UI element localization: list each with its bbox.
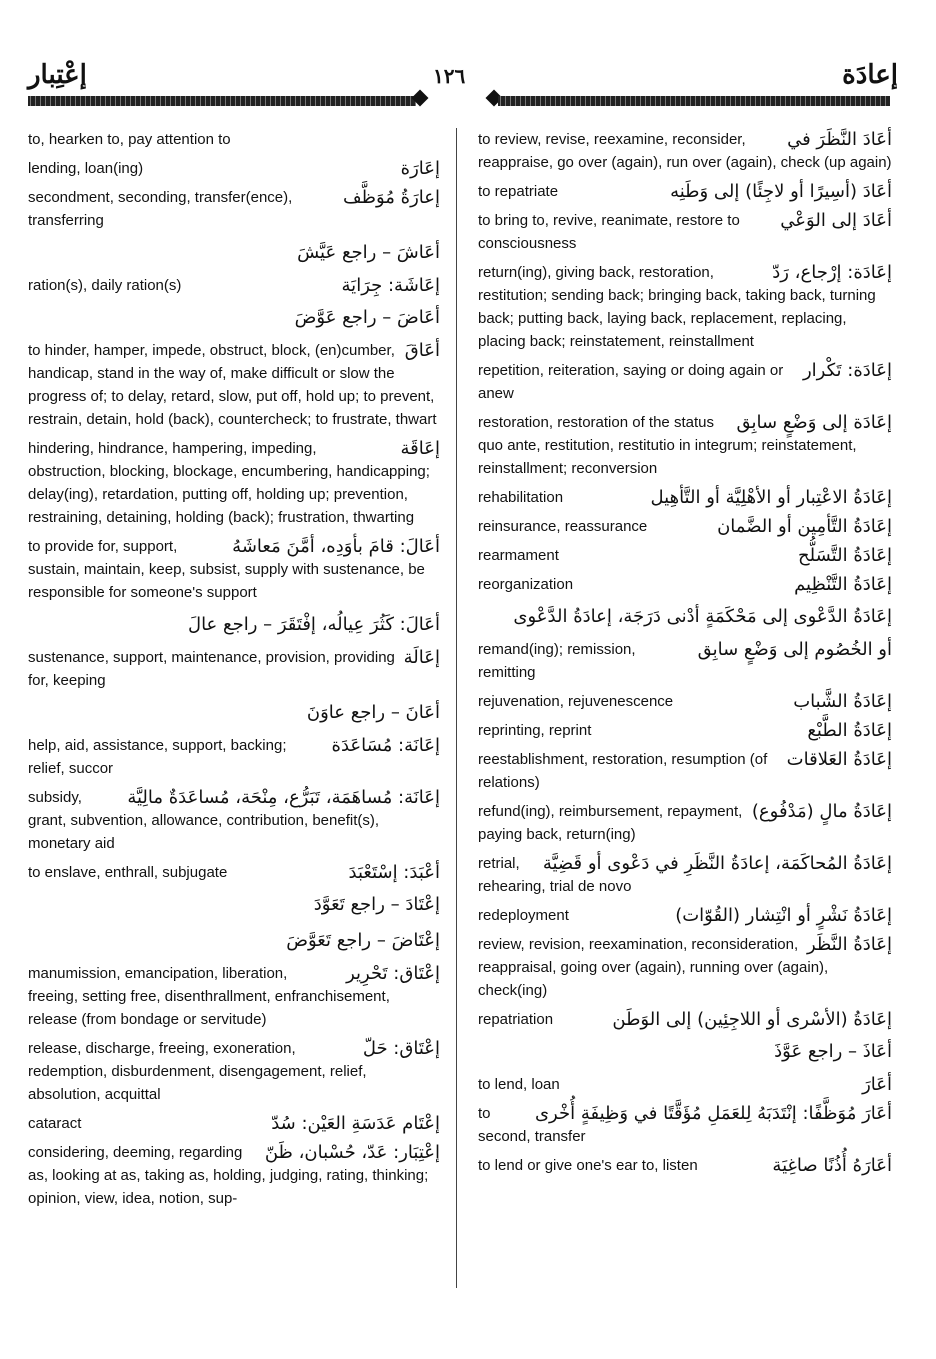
arabic-headword: إعَادَةُ المُحاكَمَة، إعادَةُ النَّظَرِ في دَعْوى أو قَضِيَّة <box>542 853 892 874</box>
arabic-headword: أعَادَ (أسِيرًا أو لاجِئًا) إلى وَطَنِه <box>670 181 892 202</box>
dictionary-entry <box>28 437 440 529</box>
english-definition: to lend, loan <box>478 1076 560 1093</box>
dictionary-entry <box>28 1037 440 1106</box>
dictionary-entry <box>28 1141 440 1210</box>
english-definition: lending, loan(ing) <box>28 160 144 177</box>
arabic-headword: إعَادَةُ الدَّعْوى إلى مَحْكَمَةٍ أدْنى دَرَجَة، إعادَةُ الدَّعْوى <box>513 606 892 627</box>
dictionary-entry <box>28 1112 440 1135</box>
english-definition: review, revision, reexamination, reconsideration, reappraisal, going over (again), running over (again), check(ing) <box>478 936 829 999</box>
arabic-headword: أعَالَ: كَثُرَ عِيالُه، إفْتَقَرَ – راجع عالَ <box>187 614 440 635</box>
english-definition: rearmament <box>478 547 559 564</box>
arabic-headword: إعَاقَة <box>400 438 440 459</box>
arabic-headword: إعَارَة <box>400 158 440 179</box>
dictionary-entry <box>478 128 892 174</box>
arabic-headword: إعَادَةُ الاعْتِبار أو الأهْلِيَّة أو التَّأهِيل <box>650 487 892 508</box>
english-definition: to hinder, hamper, impede, obstruct, block, (en)cumber, handicap, stand in the way of, make difficult or slow the progress of; to delay, retard, slow, put off, hold up; to prevent, restrain, detain, hold (back), countercheck; to frustrate, thwart <box>28 342 437 428</box>
dictionary-entry <box>478 1102 892 1148</box>
dictionary-entry <box>478 261 892 353</box>
arabic-headword: أعَالَ: قامَ بأوَدِه، أمَّنَ مَعاشَهُ <box>232 536 440 557</box>
arabic-headword: إعْتِبَار: عَدّ، حُسْبان، ظَنّ <box>264 1142 440 1163</box>
right-running-headword: إعادَة <box>842 60 898 90</box>
english-definition: to provide for, support, sustain, maintain, keep, subsist, supply with sustenance, be responsible for someone's support <box>28 538 425 601</box>
dictionary-entry <box>478 690 892 713</box>
arabic-headword: إعَادَةُ مالٍ (مَدْفُوع) <box>751 801 892 822</box>
english-definition: refund(ing), reimbursement, repayment, paying back, return(ing) <box>478 803 743 843</box>
arabic-headword: إعَادَةُ نَشْرٍ أو انْتِشار (القُوّات) <box>675 905 892 926</box>
dictionary-entry <box>478 359 892 405</box>
english-definition: reorganization <box>478 576 574 593</box>
dictionary-entry <box>478 1037 892 1067</box>
arabic-headword: أعَارَهُ أُذُنًا صاغِيَة <box>772 1155 892 1176</box>
english-definition: reinsurance, reassurance <box>478 518 648 535</box>
dictionary-entry <box>478 748 892 794</box>
english-definition: hindering, hindrance, hampering, impeding, obstruction, blocking, blockage, encumbering, handicapping; delay(ing), retardation, putting off, holding up; prevention, restraining, detaining, holding (back); frustration, thwarting <box>28 440 430 526</box>
arabic-headword: إعارَةُ مُوَظَّف <box>343 187 440 208</box>
arabic-headword: إعَادَةُ التَّسَلُّح <box>798 545 892 566</box>
dictionary-entry <box>28 274 440 297</box>
dictionary-entry <box>28 610 440 640</box>
dictionary-entry <box>28 303 440 333</box>
arabic-headword: أعَاشَ – راجع عَيَّشَ <box>297 242 440 263</box>
dictionary-entry <box>28 238 440 268</box>
english-definition: release, discharge, freeing, exoneration, redemption, disburdenment, disengagement, relief, absolution, acquittal <box>28 1040 367 1103</box>
english-definition: rejuvenation, rejuvenescence <box>478 693 674 710</box>
dictionary-entry <box>28 646 440 692</box>
dictionary-entry <box>28 890 440 920</box>
dictionary-entry <box>28 128 440 151</box>
dictionary-entry <box>28 698 440 728</box>
dictionary-entry <box>478 486 892 509</box>
arabic-headword: أعَاضَ – راجع عَوَّضَ <box>294 307 440 328</box>
arabic-headword: أعَانَ – راجع عاوَنَ <box>306 702 440 723</box>
arabic-headword: إعْتَادَ – راجع تَعَوَّدَ <box>313 894 440 915</box>
arabic-headword: إعَانَة: مُساهَمَة، تَبَرُّع، مِنْحَة، مُساعَدَةٌ مالِيَّة <box>127 787 440 808</box>
english-definition: to second, transfer <box>478 1105 586 1145</box>
dictionary-entry <box>28 734 440 780</box>
arabic-headword: إعَالَة <box>403 647 440 668</box>
dictionary-entry <box>478 800 892 846</box>
arabic-headword: إعَادَةُ الطَّبْع <box>807 720 892 741</box>
dictionary-entry <box>28 157 440 180</box>
arabic-headword: أعَارَ <box>862 1074 892 1095</box>
arabic-headword: أعَاذَ – راجع عَوَّذَ <box>774 1041 892 1062</box>
arabic-headword: أعْبَدَ: إسْتَعْبَدَ <box>348 862 440 883</box>
arabic-headword: إعْتَام عَدَسَةِ العَيْن: سُدّ <box>271 1113 440 1134</box>
english-definition: rehabilitation <box>478 489 564 506</box>
dictionary-entry <box>28 535 440 604</box>
dictionary-entry <box>478 852 892 898</box>
english-definition: reprinting, reprint <box>478 722 592 739</box>
arabic-headword: إعَادَةُ العَلاقات <box>786 749 892 770</box>
dictionary-entry <box>478 719 892 742</box>
dictionary-entry <box>478 638 892 684</box>
arabic-headword: إعَادَةُ النَّظَر <box>806 934 892 955</box>
left-column <box>28 128 440 1216</box>
english-definition: retrial, rehearing, trial de novo <box>478 855 632 895</box>
arabic-headword: أعَادَ النَّظَرَ في <box>787 129 892 150</box>
english-definition: to lend or give one's ear to, listen <box>478 1157 698 1174</box>
english-definition: to review, revise, reexamine, reconsider, reappraise, go over (again), run over (again), check (up again) <box>478 131 892 171</box>
dictionary-entry <box>28 962 440 1031</box>
dictionary-entry <box>478 1154 892 1177</box>
left-running-headword: إعْتِبار <box>28 60 87 90</box>
english-definition: to bring to, revive, reanimate, restore to consciousness <box>478 212 740 252</box>
right-column <box>478 128 892 1183</box>
english-definition: to enslave, enthrall, subjugate <box>28 864 228 881</box>
english-definition: restoration, restoration of the status quo ante, restitution, restitutio in integrum; reinstatement, reinstallment; reconversion <box>478 414 857 477</box>
dictionary-entry <box>28 861 440 884</box>
arabic-headword: إعَانَة: مُسَاعَدَة <box>331 735 440 756</box>
english-definition: to, hearken to, pay attention to <box>28 131 231 148</box>
english-definition: repatriation <box>478 1011 554 1028</box>
dictionary-entry <box>478 515 892 538</box>
arabic-headword: أعَاقَ <box>404 340 440 361</box>
arabic-headword: إعَادَةُ الشَّباب <box>793 691 892 712</box>
english-definition: considering, deeming, regarding as, looking at as, taking as, holding, judging, rating, thinking; opinion, view, idea, notion, sup- <box>28 1144 429 1207</box>
dictionary-entry <box>478 1073 892 1096</box>
dictionary-entry <box>28 926 440 956</box>
arabic-headword: إعَادَة: تَكْرار <box>802 360 892 381</box>
arabic-headword: إعْتَاق: حَلّ <box>362 1038 440 1059</box>
header-rule-left <box>28 96 416 106</box>
dictionary-entry <box>478 180 892 203</box>
header-rule-right <box>498 96 890 106</box>
arabic-headword: إعَادَة: إرْجاع، رَدّ <box>772 262 892 283</box>
arabic-headword: أو الخُصُوم إلى وَضْعٍ سابِق <box>697 639 892 660</box>
arabic-headword: إعَادَة إلى وَضْعٍ سابِق <box>736 412 892 433</box>
english-definition: repetition, reiteration, saying or doing again or anew <box>478 362 784 402</box>
english-definition: sustenance, support, maintenance, provision, providing for, keeping <box>28 649 395 689</box>
english-definition: return(ing), giving back, restoration, restitution; sending back; bringing back, taking back, turning back; putting back, laying back, replacement, replacing, placing back; reinstatement, reinstallment <box>478 264 876 350</box>
arabic-headword: إعَاشَة: جِرَايَة <box>341 275 440 296</box>
dictionary-entry <box>478 904 892 927</box>
english-definition: help, aid, assistance, support, backing; relief, succor <box>28 737 287 777</box>
page-header <box>28 58 898 98</box>
dictionary-entry <box>478 602 892 632</box>
arabic-headword: إعَادَةُ (الأسْرى أو اللاجِئِين) إلى الوَطَن <box>612 1009 892 1030</box>
arabic-headword: إعَادَةُ التَّنْظِيم <box>794 574 892 595</box>
page-number: ١٢٦ <box>433 64 466 88</box>
column-divider <box>456 128 457 1288</box>
dictionary-entry <box>28 786 440 855</box>
dictionary-entry <box>28 186 440 232</box>
arabic-headword: أعَارَ مُوَظَّفًا: إنْتَدَبَهُ لِلعَمَلِ مُؤَقَّتًا في وَظِيفَةٍ أُخْرى <box>534 1103 892 1124</box>
dictionary-entry <box>28 339 440 431</box>
english-definition: subsidy, grant, subvention, allowance, contribution, benefit(s), monetary aid <box>28 789 380 852</box>
english-definition: ration(s), daily ration(s) <box>28 277 182 294</box>
english-definition: to repatriate <box>478 183 559 200</box>
dictionary-entry <box>478 544 892 567</box>
dictionary-entry <box>478 209 892 255</box>
english-definition: remand(ing); remission, remitting <box>478 641 636 681</box>
arabic-headword: إعْتَاق: تَحْرِير <box>346 963 440 984</box>
dictionary-entry <box>478 1008 892 1031</box>
english-definition: secondment, seconding, transfer(ence), transferring <box>28 189 293 229</box>
english-definition: reestablishment, restoration, resumption (of relations) <box>478 751 768 791</box>
arabic-headword: إعَادَةُ التَّأمِين أو الضَّمان <box>717 516 892 537</box>
arabic-headword: أعَادَ إلى الوَعْي <box>780 210 892 231</box>
english-definition: cataract <box>28 1115 82 1132</box>
dictionary-entry <box>478 933 892 1002</box>
arabic-headword: إعْتَاضَ – راجع تَعَوَّضَ <box>286 930 440 951</box>
english-definition: manumission, emancipation, liberation, freeing, setting free, disenthrallment, enfranchisement, release (from bondage or servitude) <box>28 965 390 1028</box>
dictionary-entry <box>478 573 892 596</box>
english-definition: redeployment <box>478 907 569 924</box>
dictionary-entry <box>478 411 892 480</box>
